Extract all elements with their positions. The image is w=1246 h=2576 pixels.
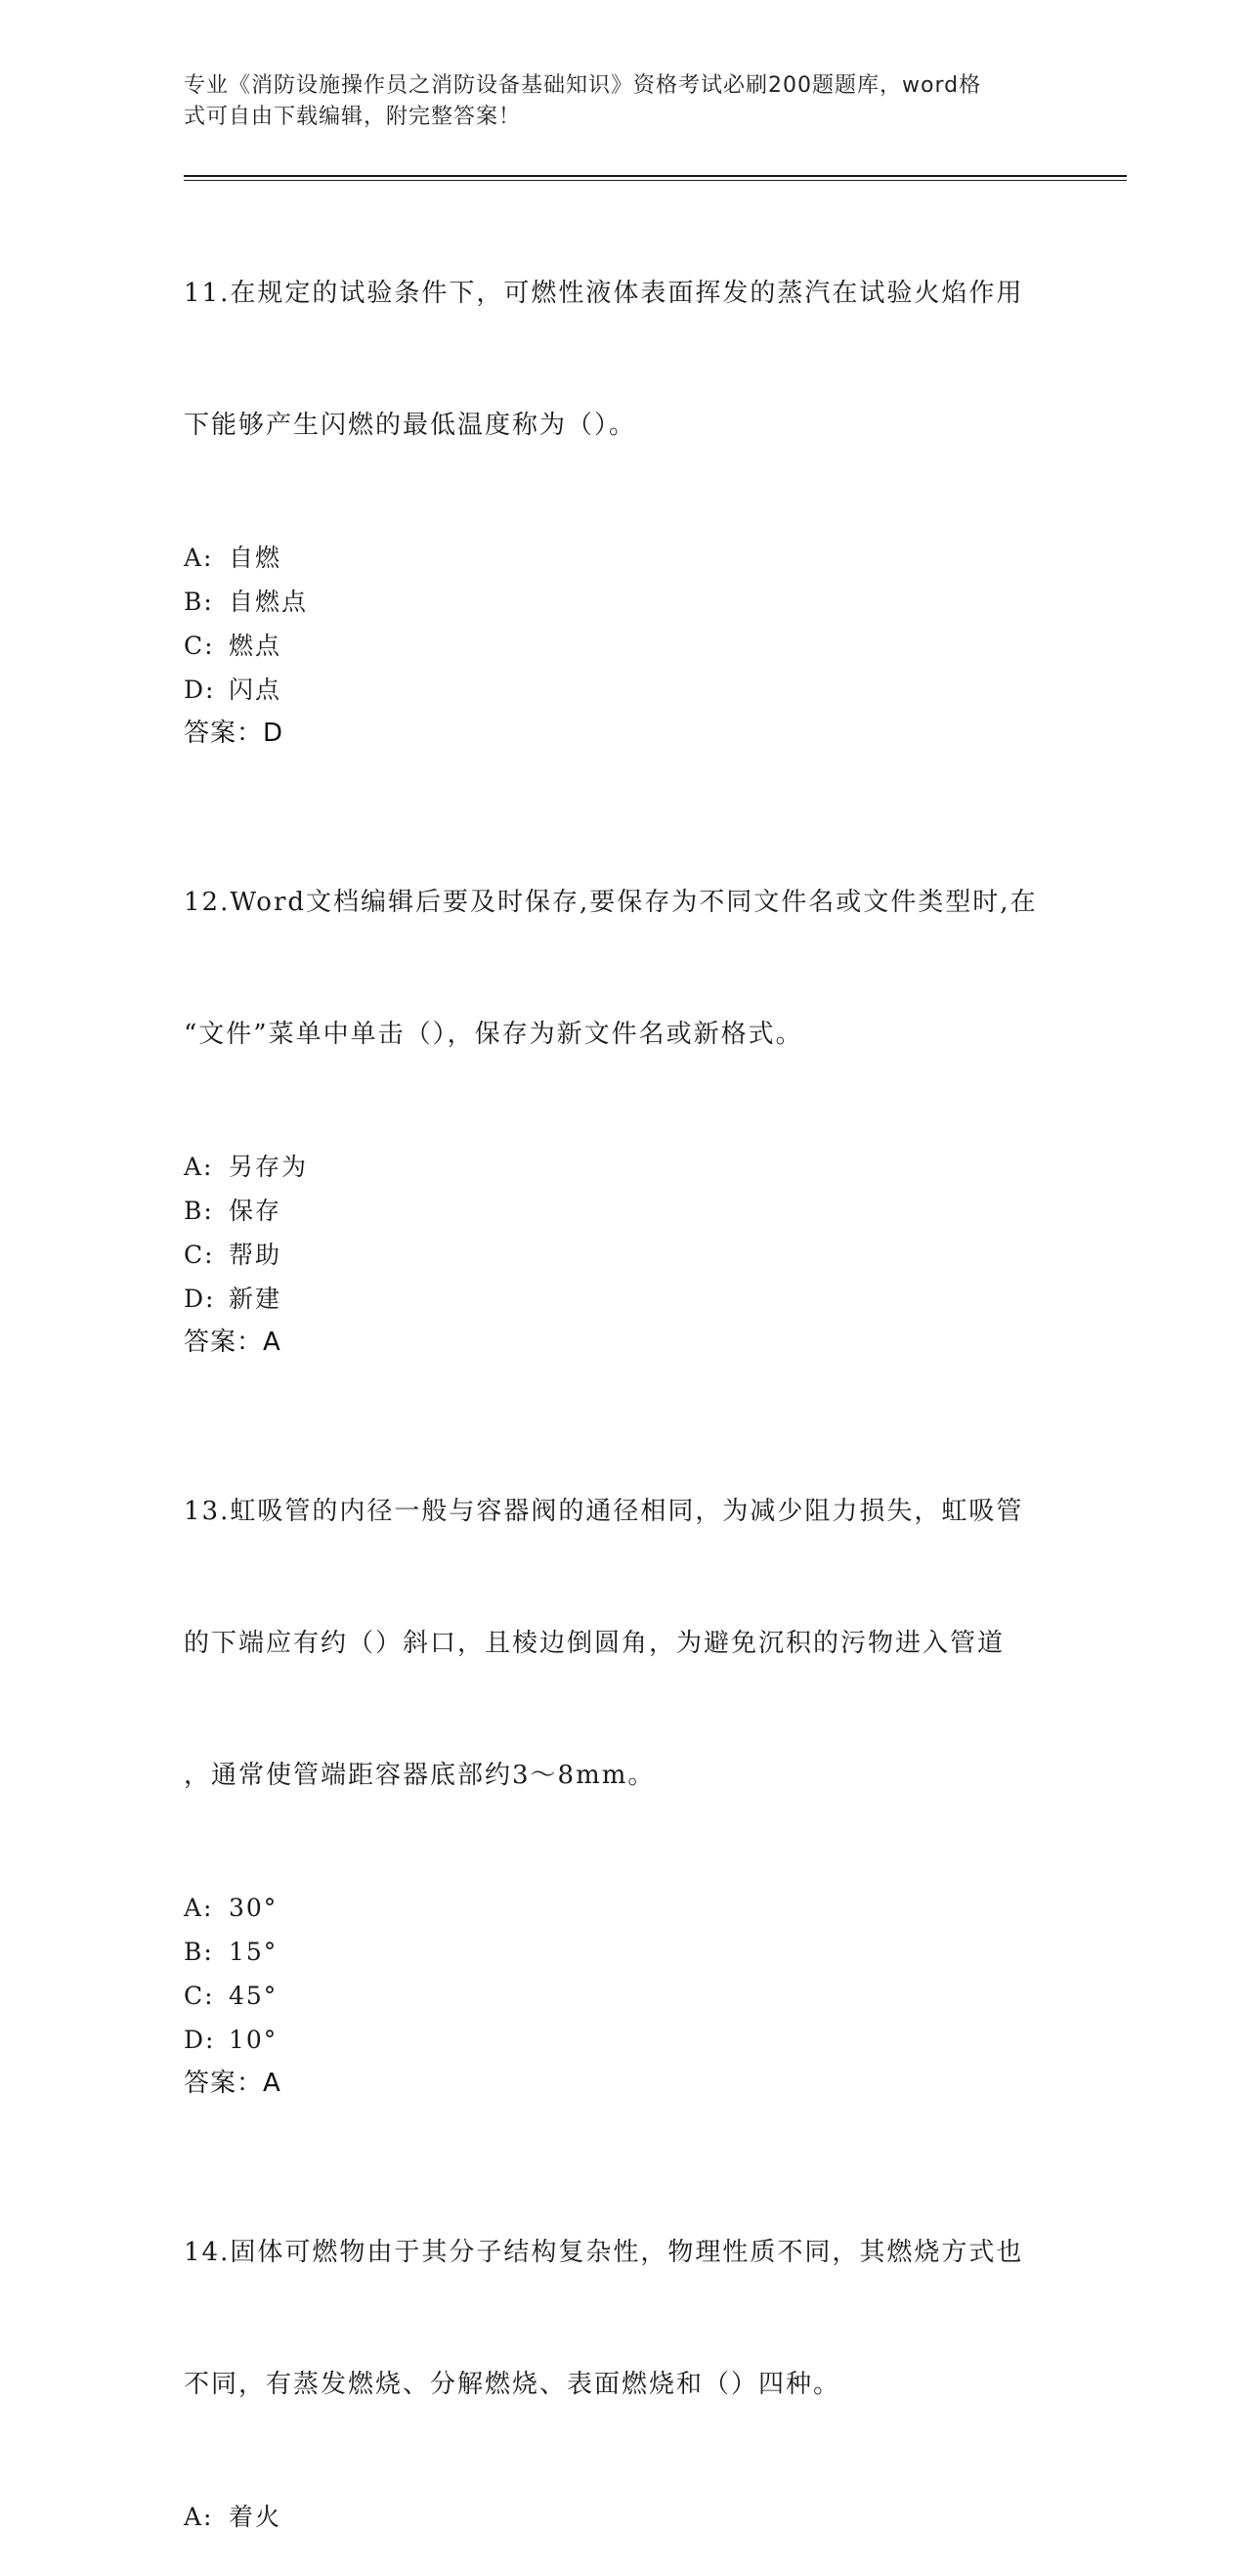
question-list — [184, 184, 1063, 2576]
option-key: A: — [184, 1894, 214, 1922]
stem-line: ，通常使管端距容器底部约3～8mm。 — [184, 1761, 656, 1790]
option-key: B: — [184, 1197, 214, 1225]
option-a — [184, 1145, 1063, 1189]
header-divider-thin — [184, 180, 1127, 181]
stem-line: 的下端应有约（）斜口，且棱边倒圆角，为避免沉积的污物进入管道 — [184, 1629, 1006, 1658]
question-stem — [184, 1402, 1063, 1886]
option-a — [184, 536, 1063, 580]
stem-line: 下能够产生闪燃的最低温度称为（）。 — [184, 411, 637, 440]
option-a — [184, 2495, 1063, 2539]
option-key: B: — [184, 588, 214, 616]
question-stem — [184, 793, 1063, 1145]
option-text: 自燃 — [229, 544, 282, 572]
question-stem — [184, 2143, 1063, 2495]
question-stem — [184, 184, 1063, 536]
option-text: 自燃点 — [229, 588, 309, 616]
option-c — [184, 624, 1063, 668]
option-text: 帮助 — [229, 1241, 282, 1269]
option-text: 闪点 — [229, 676, 282, 704]
document-header — [184, 70, 1044, 133]
answer-line: 答案：D — [184, 719, 284, 748]
option-b — [184, 580, 1063, 624]
option-text: 30° — [229, 1894, 279, 1922]
header-line-2: 式可自由下载编辑，附完整答案！ — [184, 105, 522, 129]
option-text: 保存 — [229, 1197, 282, 1225]
question-14 — [184, 2143, 1063, 2539]
option-d — [184, 668, 1063, 712]
answer-line: 答案：A — [184, 2069, 281, 2098]
question-12 — [184, 793, 1063, 1365]
stem-line: 12.Word文档编辑后要及时保存,要保存为不同文件名或文件类型时,在 — [184, 888, 1038, 917]
option-key: C: — [184, 1982, 215, 2010]
answer-line: 答案：A — [184, 1328, 281, 1357]
option-c — [184, 1974, 1063, 2018]
option-b — [184, 1930, 1063, 1974]
question-11 — [184, 184, 1063, 756]
option-d — [184, 2018, 1063, 2062]
header-divider-thick — [184, 175, 1127, 177]
option-text: 45° — [229, 1982, 279, 2010]
stem-line: 不同，有蒸发燃烧、分解燃烧、表面燃烧和（）四种。 — [184, 2370, 841, 2399]
stem-line: 14.固体可燃物由于其分子结构复杂性，物理性质不同，其燃烧方式也 — [184, 2238, 1024, 2267]
option-key: D: — [184, 676, 216, 704]
stem-line: “文件”菜单中单击（），保存为新文件名或新格式。 — [184, 1020, 803, 1049]
option-key: B: — [184, 1938, 214, 1966]
option-text: 10° — [229, 2026, 279, 2054]
option-key: C: — [184, 632, 215, 660]
option-key: C: — [184, 1241, 215, 1269]
option-key: D: — [184, 1285, 216, 1313]
option-b — [184, 1189, 1063, 1233]
option-a — [184, 1886, 1063, 1930]
option-key: D: — [184, 2026, 216, 2054]
question-13 — [184, 1402, 1063, 2106]
option-text: 着火 — [229, 2503, 282, 2531]
stem-line: 13.虹吸管的内径一般与容器阀的通径相同，为减少阻力损失，虹吸管 — [184, 1497, 1024, 1526]
option-key: A: — [184, 1153, 214, 1181]
stem-line: 11.在规定的试验条件下，可燃性液体表面挥发的蒸汽在试验火焰作用 — [184, 279, 1024, 308]
option-text: 燃点 — [229, 632, 282, 660]
header-line-1: 专业《消防设施操作员之消防设备基础知识》资格考试必刷200题题库，word格 — [184, 73, 982, 98]
option-text: 15° — [229, 1938, 279, 1966]
option-c — [184, 1233, 1063, 1277]
option-text: 另存为 — [229, 1153, 309, 1181]
option-key: A: — [184, 2503, 214, 2531]
option-key: A: — [184, 544, 214, 572]
option-text: 新建 — [229, 1285, 282, 1313]
option-d — [184, 1277, 1063, 1321]
